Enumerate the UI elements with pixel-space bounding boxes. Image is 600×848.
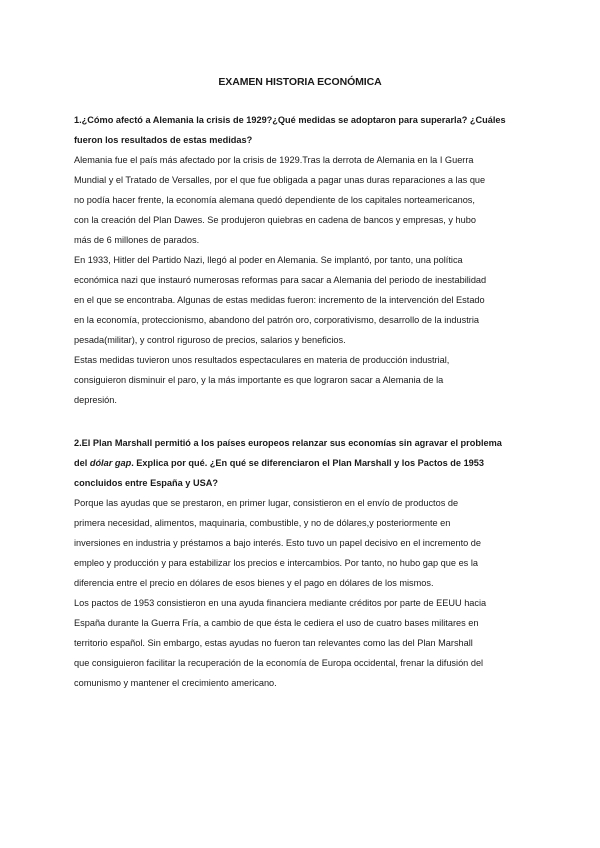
text-line: territorio español. Sin embargo, estas ayudas no fueron tan relevantes como las del Plan Marshall <box>74 638 473 648</box>
question-text: del <box>74 458 90 468</box>
answer-paragraph <box>74 493 530 593</box>
question-text: . Explica por qué. ¿En qué se diferenciaron el Plan Marshall y los Pactos de 1953 <box>131 458 485 468</box>
question-line <box>74 453 530 473</box>
question-line: fueron los resultados de estas medidas? <box>74 135 253 145</box>
text-line: no podía hacer frente, la economía alemana quedó dependiente de los capitales norteamericanos, <box>74 195 475 205</box>
answer-paragraph <box>74 350 530 410</box>
question-line: concluidos entre España y USA? <box>74 478 218 488</box>
text-line: inversiones en industria y préstamos a bajo interés. Esto tuvo un papel decisivo en el incremento de <box>74 538 482 548</box>
text-line: Los pactos de 1953 consistieron en una ayuda financiera mediante créditos por parte de EEUU hacia <box>74 598 487 608</box>
document-title: EXAMEN HISTORIA ECONÓMICA <box>218 76 382 88</box>
italic-term: dólar gap <box>89 458 132 468</box>
answer-paragraph <box>74 150 530 250</box>
answer-paragraph <box>74 250 530 350</box>
text-line: Mundial y el Tratado de Versalles, por el que fue obligada a pagar unas duras reparaciones a las que <box>74 175 486 185</box>
question-2-heading <box>74 433 530 493</box>
text-line: más de 6 millones de parados. <box>74 235 200 245</box>
text-line: en la economía, proteccionismo, abandono del patrón oro, corporativismo, desarrollo de la industria <box>74 315 479 325</box>
text-line: comunismo y mantener el crecimiento americano. <box>74 678 277 688</box>
text-line: con la creación del Plan Dawes. Se produjeron quiebras en cadena de bancos y empresas, y hubo <box>74 215 476 225</box>
text-line: Estas medidas tuvieron unos resultados espectaculares en materia de producción industrial, <box>74 355 450 365</box>
answer-paragraph <box>74 593 530 693</box>
text-line: económica nazi que instauró numerosas reformas para sacar a Alemania del periodo de inestabilidad <box>74 275 487 285</box>
text-line: primera necesidad, alimentos, maquinaria, combustible, y no de dólares,y posteriormente en <box>74 518 451 528</box>
text-line: pesada(militar), y control riguroso de precios, salarios y beneficios. <box>74 335 346 345</box>
question-line: 1.¿Cómo afectó a Alemania la crisis de 1929?¿Qué medidas se adoptaron para superarla? ¿Cuáles <box>74 115 506 125</box>
text-line: empleo y producción y para estabilizar los precios e intercambios. Por tanto, no hubo gap que es la <box>74 558 478 568</box>
text-line: consiguieron disminuir el paro, y la más importante es que lograron sacar a Alemania de la <box>74 375 444 385</box>
question-1-heading <box>74 110 530 150</box>
text-line: Porque las ayudas que se prestaron, en primer lugar, consistieron en el envío de productos de <box>74 498 459 508</box>
text-line: que consiguieron facilitar la recuperación de la economía de Europa occidental, frenar la difusión del <box>74 658 484 668</box>
question-1-section <box>74 110 530 410</box>
question-2-section <box>74 433 530 693</box>
text-line: en el que se encontraba. Algunas de estas medidas fueron: incremento de la intervención del Estado <box>74 295 485 305</box>
question-line: 2.El Plan Marshall permitió a los países europeos relanzar sus economías sin agravar el problema <box>74 438 502 448</box>
text-line: En 1933, Hitler del Partido Nazi, llegó al poder en Alemania. Se implantó, por tanto, una política <box>74 255 463 265</box>
text-line: depresión. <box>74 395 117 405</box>
text-line: España durante la Guerra Fría, a cambio de que ésta le cediera el uso de cuatro bases militares en <box>74 618 479 628</box>
text-line: Alemania fue el país más afectado por la crisis de 1929.Tras la derrota de Alemania en la I Guerra <box>74 155 474 165</box>
text-line: diferencia entre el precio en dólares de esos bienes y el pago en dólares de los mismos. <box>74 578 434 588</box>
